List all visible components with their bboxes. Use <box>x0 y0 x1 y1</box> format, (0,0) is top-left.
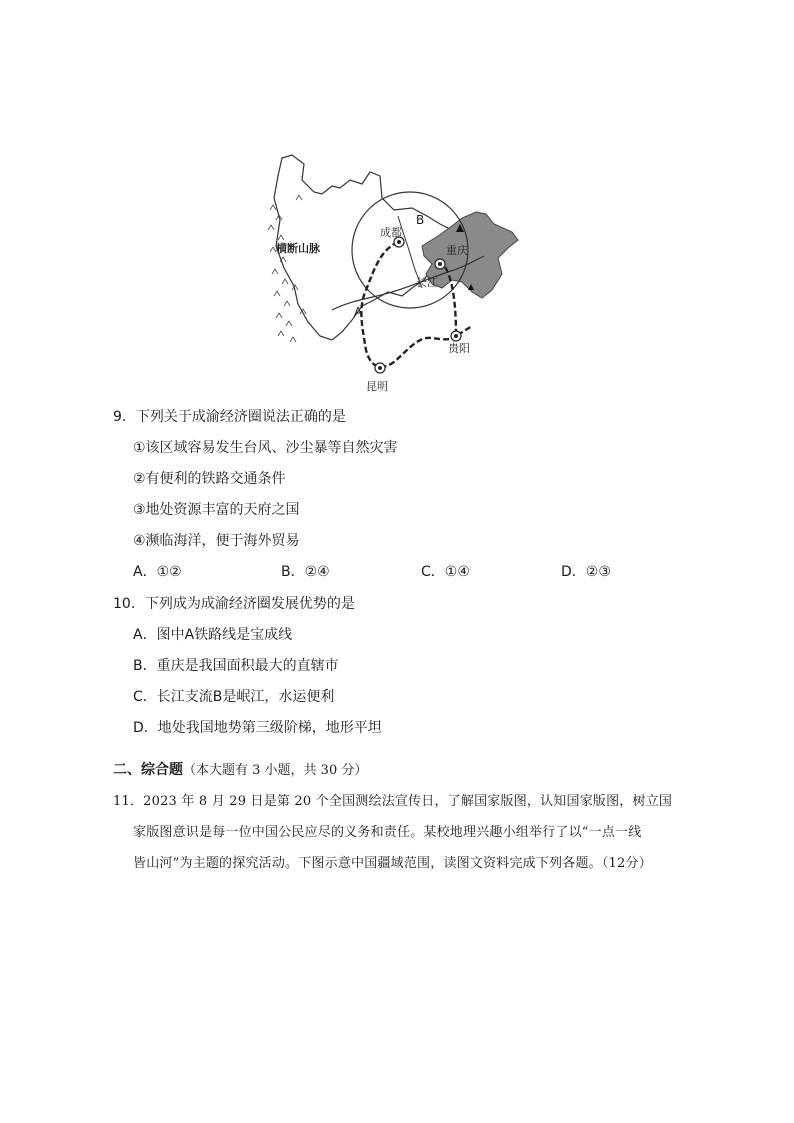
city-marker-guiyang <box>451 331 461 341</box>
q9-choice-d: D．②③ <box>561 564 611 580</box>
label-river-b: B <box>416 213 425 227</box>
q9-choice-c: C．①④ <box>421 564 470 580</box>
q10-option-b: B．重庆是我国面积最大的直辖市 <box>133 658 339 674</box>
q9-stem: 9．下列关于成渝经济圈说法正确的是 <box>113 409 346 425</box>
q9-choice-a: A．①② <box>133 564 182 580</box>
city-marker-kunming <box>375 363 385 373</box>
q11-line-3: 皆山河”为主题的探究活动。下图示意中国疆域范围，读图文资料完成下列各题。（12分） <box>133 856 652 871</box>
q9-statement-1: ①该区域容易发生台风、沙尘暴等自然灾害 <box>133 440 398 456</box>
city-marker-chongqing <box>435 259 445 269</box>
label-chongqing: 重庆 <box>446 244 468 257</box>
map-svg <box>262 150 532 398</box>
q11-line-1: 11．2023 年 8 月 29 日是第 20 个全国测绘法宣传日，了解国家版图，认知国家版图，树立国 <box>113 794 673 809</box>
q9-statement-3: ③地处资源丰富的天府之国 <box>133 502 300 518</box>
q9-statement-2: ②有便利的铁路交通条件 <box>133 471 286 487</box>
q10-option-a: A．图中A铁路线是宝成线 <box>133 627 293 643</box>
label-hengduan: 横断山脉 <box>276 242 320 255</box>
q11-line-2: 家版图意识是每一位中国公民应尽的义务和责任。某校地理兴趣小组举行了以“一点一线 <box>133 825 642 840</box>
sichuan-chongqing-map <box>262 150 532 398</box>
section-title: 二、综合题 <box>113 762 183 778</box>
label-chengdu: 成都 <box>380 226 402 239</box>
q9-statement-4: ④濒临海洋，便于海外贸易 <box>133 533 300 549</box>
label-railway-a: A <box>354 305 363 319</box>
q10-option-d: D．地处我国地势第三级阶梯，地形平坦 <box>133 720 382 736</box>
section-note: （本大题有 3 小题，共 30 分） <box>183 763 368 778</box>
label-changjiang: 长江 <box>416 276 438 289</box>
section-heading <box>113 760 367 781</box>
q9-choice-b: B．②④ <box>281 564 330 580</box>
label-guiyang: 贵阳 <box>448 342 470 355</box>
label-kunming: 昆明 <box>366 380 388 393</box>
q10-option-c: C．长江支流B是岷江，水运便利 <box>133 689 335 705</box>
q10-stem: 10．下列成为成渝经济圈发展优势的是 <box>113 596 355 612</box>
